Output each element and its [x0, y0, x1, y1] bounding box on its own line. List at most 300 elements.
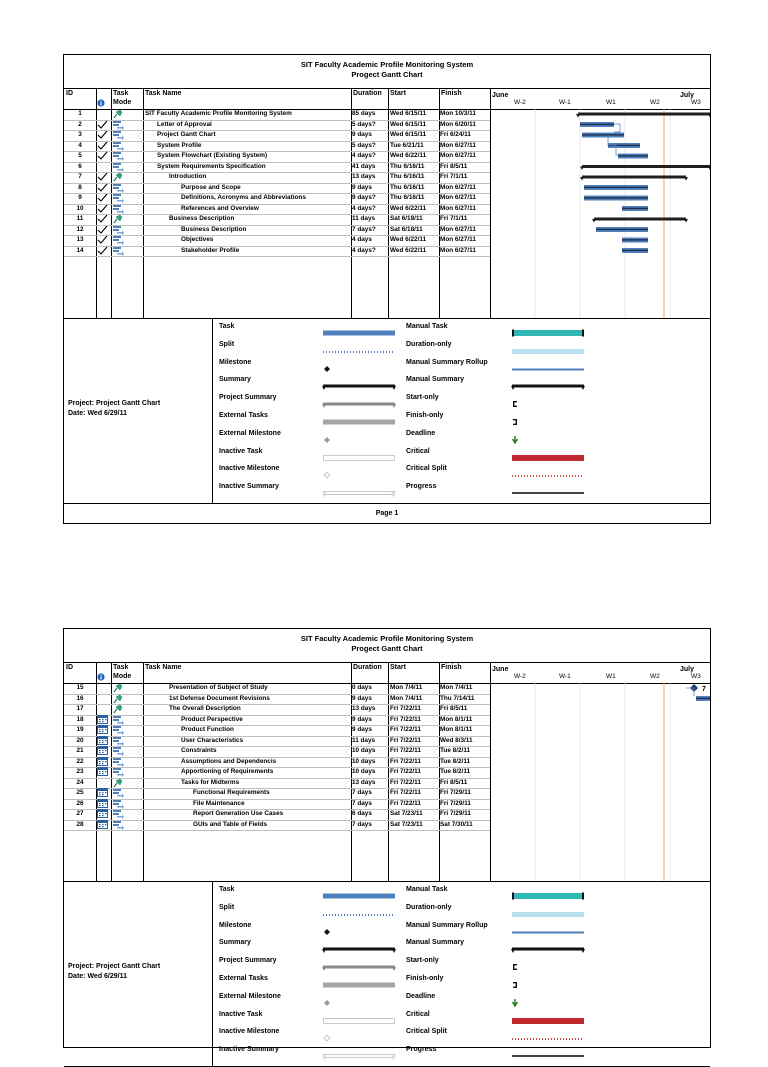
task-start: Fri 7/22/11 — [390, 736, 421, 744]
task-name: 1st Defense Document Revisions — [169, 694, 270, 702]
week-label: W-2 — [514, 673, 526, 680]
summary-end-marker — [592, 219, 596, 223]
report-title — [64, 629, 710, 663]
auto-scheduled-icon — [112, 183, 126, 193]
legend-label: Split — [219, 903, 235, 911]
legend-symbol-criticalsplit — [511, 466, 585, 484]
summary-end-marker — [684, 219, 688, 223]
legend-symbol-inactivesummary — [322, 484, 396, 502]
task-finish: Fri 8/5/11 — [440, 705, 468, 712]
auto-scheduled-icon — [112, 162, 126, 172]
progress-bar — [584, 197, 648, 198]
task-id: 1 — [78, 110, 82, 117]
task-start: Mon 7/4/11 — [390, 684, 423, 691]
legend-label: Project Summary — [219, 394, 277, 402]
col-duration: Duration — [353, 664, 382, 671]
task-name: System Flowchart (Existing System) — [157, 152, 268, 159]
legend-label: Milestone — [219, 921, 252, 929]
legend-symbol-critical — [511, 449, 585, 467]
task-duration: 11 days — [352, 215, 376, 222]
indicator-empty — [97, 704, 109, 714]
task-name: Definitions, Acronyms and Abbreviations — [181, 194, 306, 201]
task-duration: 9 days — [352, 726, 372, 733]
auto-scheduled-icon — [112, 225, 126, 235]
legend-label: Duration-only — [406, 340, 452, 348]
task-name: Objectives — [181, 236, 214, 243]
auto-scheduled-icon — [112, 246, 126, 256]
legend-label: Critical — [406, 1010, 430, 1018]
legend-symbol-manualsummary — [511, 377, 585, 395]
task-start: Tue 6/21/11 — [390, 141, 424, 149]
report-title — [64, 55, 710, 89]
auto-scheduled-icon — [112, 151, 126, 161]
week-label: W2 — [650, 99, 660, 106]
legend-symbol-manualtask — [511, 324, 585, 342]
task-duration: 9 days? — [352, 194, 376, 201]
legend-symbol-task — [322, 887, 396, 905]
auto-scheduled-icon — [112, 757, 126, 767]
task-start: Wed 6/22/11 — [390, 204, 427, 212]
gantt-chart-area — [490, 683, 710, 881]
legend-symbol-milestone — [322, 923, 396, 941]
task-name: Report Generation Use Cases — [193, 810, 284, 817]
task-finish: Mon 6/27/11 — [440, 194, 476, 201]
manually-scheduled-pin-icon — [112, 778, 126, 788]
task-name: GUIs and Table of Fields — [193, 820, 268, 828]
legend-label: External Milestone — [219, 429, 281, 437]
task-finish: Sat 7/30/11 — [440, 820, 473, 828]
task-name: Stakeholder Profile — [181, 246, 240, 254]
task-finish: Fri 7/1/11 — [440, 215, 468, 222]
task-start: Fri 7/22/11 — [390, 747, 421, 754]
task-duration: 41 days — [352, 162, 376, 170]
task-id: 17 — [76, 705, 84, 712]
task-id: 20 — [76, 736, 84, 744]
task-finish: Fri 7/1/11 — [440, 173, 468, 180]
task-start: Fri 7/22/11 — [390, 768, 421, 775]
summary-end-marker — [580, 177, 584, 181]
task-duration: 10 days — [352, 757, 376, 765]
col-task-mode-2: Mode — [113, 99, 132, 106]
summary-bar — [582, 165, 710, 168]
task-name: User Characteristics — [181, 736, 244, 744]
calendar-icon — [97, 788, 109, 798]
task-id: 7 — [78, 173, 82, 180]
legend-symbol-finishonly — [511, 976, 585, 994]
task-finish: Fri 8/5/11 — [440, 162, 468, 170]
task-id: 4 — [78, 141, 82, 149]
col-task-name: Task Name — [145, 664, 182, 671]
task-finish: Thu 7/14/11 — [440, 694, 475, 702]
legend — [64, 319, 710, 504]
task-id: 5 — [78, 152, 82, 159]
legend-label: Milestone — [219, 358, 252, 366]
legend-symbol-inactivemilestone — [322, 1029, 396, 1047]
task-start: Sat 6/18/11 — [390, 225, 423, 233]
task-id: 15 — [76, 684, 84, 691]
task-name: Assumptions and Dependencis — [181, 757, 277, 765]
task-finish: Tue 8/2/11 — [440, 768, 471, 775]
task-name: Letter of Approval — [157, 120, 212, 128]
task-duration: 7 days — [352, 799, 372, 807]
indicator-empty — [97, 683, 109, 693]
task-duration: 9 days — [352, 694, 372, 702]
auto-scheduled-icon — [112, 715, 126, 725]
legend-label: Critical — [406, 447, 430, 455]
auto-scheduled-icon — [112, 788, 126, 798]
week-label: W-1 — [559, 99, 571, 106]
indicator-empty — [97, 109, 109, 119]
col-task-mode-1: Task — [113, 664, 129, 671]
auto-scheduled-icon — [112, 204, 126, 214]
task-start: Fri 7/22/11 — [390, 789, 421, 796]
task-id: 8 — [78, 183, 82, 191]
auto-scheduled-icon — [112, 809, 126, 819]
col-start: Start — [390, 664, 406, 671]
task-start: Wed 6/15/11 — [390, 110, 427, 117]
col-duration: Duration — [353, 90, 382, 97]
month-july: July — [680, 92, 695, 99]
calendar-icon — [97, 736, 109, 746]
summary-end-marker — [576, 114, 580, 118]
task-duration: 10 days — [352, 747, 376, 754]
task-start: Thu 6/16/11 — [390, 183, 425, 191]
auto-scheduled-icon — [112, 725, 126, 735]
task-name: Constraints — [181, 747, 217, 754]
task-id: 26 — [76, 799, 84, 807]
legend-symbol-startonly — [511, 395, 585, 413]
gantt-table — [64, 89, 710, 319]
task-id: 14 — [76, 246, 84, 254]
auto-scheduled-icon — [112, 235, 126, 245]
task-duration: 10 days — [352, 768, 376, 775]
complete-check-icon — [97, 204, 109, 214]
task-finish: Fri 8/5/11 — [440, 778, 468, 786]
legend-symbol-milestone — [322, 360, 396, 378]
legend-symbol-finishonly — [511, 413, 585, 431]
legend-label: Inactive Task — [219, 447, 263, 455]
manually-scheduled-pin-icon — [112, 683, 126, 693]
task-finish: Mon 8/1/11 — [440, 726, 473, 733]
task-id: 3 — [78, 131, 82, 138]
task-id: 6 — [78, 162, 82, 170]
legend-label: External Tasks — [219, 412, 268, 419]
task-name: System Profile — [157, 141, 202, 149]
task-name: Business Description — [169, 215, 235, 222]
legend-label: Inactive Milestone — [219, 1028, 280, 1036]
legend-label: Start-only — [406, 394, 439, 402]
report-title-line2: Progect Gantt Chart — [351, 70, 423, 79]
milestone-date-label: 7 — [702, 686, 706, 693]
legend-label: Split — [219, 340, 235, 348]
task-finish: Mon 6/27/11 — [440, 183, 476, 191]
legend-project-info — [68, 962, 160, 982]
task-finish: Mon 6/20/11 — [440, 120, 476, 128]
complete-check-icon — [97, 193, 109, 203]
legend-label: Manual Task — [406, 323, 448, 330]
legend-symbol-task — [322, 324, 396, 342]
col-id: ID — [66, 90, 73, 97]
task-name: SIT Faculty Academic Profile Monitoring System — [145, 110, 292, 117]
task-start: Wed 6/15/11 — [390, 120, 427, 128]
task-id: 18 — [76, 715, 84, 723]
complete-check-icon — [97, 141, 109, 151]
task-name: The Overall Description — [169, 705, 241, 712]
task-id: 11 — [76, 215, 84, 222]
task-name: Product Function — [181, 726, 234, 733]
manually-scheduled-pin-icon — [112, 109, 126, 119]
week-label: W-1 — [559, 673, 571, 680]
legend-symbol-inactivetask — [322, 1012, 396, 1030]
task-duration: 11 days — [352, 736, 376, 744]
task-start: Wed 6/22/11 — [390, 236, 427, 243]
legend-symbol-duration — [511, 905, 585, 923]
complete-check-icon — [97, 235, 109, 245]
task-finish: Tue 8/2/11 — [440, 747, 471, 754]
task-row[interactable] — [64, 820, 490, 832]
week-label: W-2 — [514, 99, 526, 106]
progress-bar — [584, 187, 648, 188]
task-finish: Fri 7/29/11 — [440, 810, 471, 817]
task-name: Functional Requirements — [193, 789, 270, 796]
legend-symbol-inactivesummary — [322, 1047, 396, 1065]
task-name: Apportioning of Requirements — [181, 768, 274, 775]
legend — [64, 882, 710, 1067]
task-id: 28 — [76, 820, 84, 828]
task-finish: Fri 6/24/11 — [440, 131, 471, 138]
task-finish: Mon 6/27/11 — [440, 246, 476, 254]
legend-label: Deadline — [406, 429, 436, 437]
col-finish: Finish — [441, 90, 462, 97]
task-id: 19 — [76, 726, 84, 733]
calendar-icon — [97, 767, 109, 777]
task-start: Mon 7/4/11 — [390, 694, 423, 702]
complete-check-icon — [97, 246, 109, 256]
task-row[interactable] — [64, 246, 490, 258]
task-duration: 5 days? — [352, 120, 376, 128]
task-start: Thu 6/16/11 — [390, 162, 425, 170]
legend-label: External Milestone — [219, 992, 281, 1000]
legend-symbol-manualtask — [511, 887, 585, 905]
task-start: Sat 7/23/11 — [390, 820, 423, 828]
task-start: Sat 7/23/11 — [390, 810, 423, 817]
task-duration: 9 days — [352, 183, 372, 191]
legend-symbol-summary — [322, 377, 396, 395]
legend-symbol-criticalsplit — [511, 1029, 585, 1047]
legend-label: Inactive Summary — [219, 1046, 279, 1054]
auto-scheduled-icon — [112, 120, 126, 130]
task-id: 9 — [78, 194, 82, 201]
task-duration: 4 days? — [352, 152, 376, 159]
legend-symbol-rollup — [511, 923, 585, 941]
task-id: 23 — [76, 768, 84, 775]
legend-project: Project: Project Gantt Chart — [68, 400, 161, 407]
task-finish: Tue 8/2/11 — [440, 757, 471, 765]
week-label: W2 — [650, 673, 660, 680]
task-start: Wed 6/15/11 — [390, 131, 427, 138]
page-footer: Page 1 — [375, 510, 399, 517]
task-name: Business Description — [181, 225, 247, 233]
col-task-mode-1: Task — [113, 90, 129, 97]
task-id: 25 — [76, 789, 84, 796]
task-name: System Requirements Specification — [157, 162, 266, 170]
summary-end-marker — [684, 177, 688, 181]
legend-symbol-progress — [511, 1047, 585, 1065]
manually-scheduled-pin-icon — [112, 172, 126, 182]
legend-label: Progress — [406, 1046, 437, 1054]
task-id: 13 — [76, 236, 84, 243]
legend-label: Project Summary — [219, 957, 277, 965]
progress-bar — [580, 124, 614, 125]
gantt-page-1 — [63, 54, 711, 524]
summary-end-marker — [580, 167, 584, 171]
manually-scheduled-pin-icon — [112, 694, 126, 704]
calendar-icon — [97, 725, 109, 735]
summary-bar — [594, 218, 686, 221]
task-start: Thu 6/16/11 — [390, 173, 425, 180]
task-id: 10 — [76, 204, 84, 212]
auto-scheduled-icon — [112, 767, 126, 777]
legend-symbol-duration — [511, 342, 585, 360]
legend-label: Manual Summary — [406, 376, 464, 384]
manually-scheduled-pin-icon — [112, 214, 126, 224]
progress-bar — [582, 134, 624, 135]
week-label: W3 — [691, 673, 701, 680]
task-duration: 9 days — [352, 131, 372, 138]
legend-label: Critical Split — [406, 465, 447, 473]
legend-label: Task — [219, 323, 235, 330]
task-name: References and Overview — [181, 204, 259, 212]
month-june: June — [492, 92, 509, 99]
complete-check-icon — [97, 172, 109, 182]
complete-check-icon — [97, 225, 109, 235]
col-finish: Finish — [441, 664, 462, 671]
gantt-bars-svg — [490, 109, 710, 318]
complete-check-icon — [97, 183, 109, 193]
task-start: Wed 6/22/11 — [390, 246, 427, 254]
report-title-line1: SIT Faculty Academic Profile Monitoring System — [300, 634, 474, 643]
legend-symbol-startonly — [511, 958, 585, 976]
task-duration: 85 days — [352, 110, 376, 117]
task-start: Fri 7/22/11 — [390, 778, 421, 786]
auto-scheduled-icon — [112, 141, 126, 151]
legend-symbol-summary — [322, 940, 396, 958]
legend-label: Critical Split — [406, 1028, 447, 1036]
legend-label: Manual Summary Rollup — [406, 921, 488, 929]
col-start: Start — [390, 90, 406, 97]
legend-label: Inactive Task — [219, 1010, 263, 1018]
legend-label: Manual Summary Rollup — [406, 358, 488, 366]
gantt-table — [64, 663, 710, 882]
task-duration: 13 days — [352, 173, 376, 180]
task-start: Fri 7/22/11 — [390, 726, 421, 733]
progress-bar — [622, 250, 648, 251]
col-task-name: Task Name — [145, 90, 182, 97]
task-id: 21 — [76, 747, 84, 754]
legend-label: Inactive Milestone — [219, 465, 280, 473]
legend-symbol-split — [322, 342, 396, 360]
task-duration: 7 days? — [352, 225, 376, 233]
auto-scheduled-icon — [112, 193, 126, 203]
legend-label: Task — [219, 886, 235, 893]
task-name: File Maintenance — [193, 799, 245, 807]
legend-symbol-deadline — [511, 431, 585, 449]
task-id: 16 — [76, 694, 84, 702]
month-june: June — [492, 666, 509, 673]
legend-label: Inactive Summary — [219, 483, 279, 491]
task-id: 27 — [76, 810, 84, 817]
progress-bar — [596, 229, 648, 230]
task-start: Fri 7/22/11 — [390, 715, 421, 723]
month-july: July — [680, 666, 695, 673]
week-label: W1 — [606, 673, 616, 680]
task-duration: 7 days — [352, 820, 372, 828]
report-title-line2: Progect Gantt Chart — [351, 644, 423, 653]
gantt-header — [64, 89, 710, 110]
complete-check-icon — [97, 120, 109, 130]
indicator-empty — [97, 162, 109, 172]
legend-label: Summary — [219, 376, 251, 384]
manually-scheduled-pin-icon — [112, 704, 126, 714]
task-start: Fri 7/22/11 — [390, 705, 421, 712]
legend-symbol-external — [322, 413, 396, 431]
legend-symbol-inactivetask — [322, 449, 396, 467]
summary-bar — [582, 176, 686, 179]
task-finish: Mon 7/4/11 — [440, 684, 473, 691]
complete-check-icon — [97, 151, 109, 161]
legend-label: Deadline — [406, 992, 436, 1000]
auto-scheduled-icon — [112, 736, 126, 746]
task-start: Thu 6/16/11 — [390, 194, 425, 201]
task-start: Wed 6/22/11 — [390, 152, 427, 159]
calendar-icon — [97, 746, 109, 756]
week-label: W1 — [606, 99, 616, 106]
task-finish: Mon 6/27/11 — [440, 141, 476, 149]
legend-project: Project: Project Gantt Chart — [68, 963, 161, 970]
complete-check-icon — [97, 214, 109, 224]
legend-symbol-extmilestone — [322, 994, 396, 1012]
auto-scheduled-icon — [112, 820, 126, 830]
legend-symbol-split — [322, 905, 396, 923]
task-start: Fri 7/22/11 — [390, 757, 421, 765]
task-start: Sat 6/18/11 — [390, 215, 423, 222]
col-id: ID — [66, 664, 73, 671]
calendar-icon — [97, 715, 109, 725]
task-finish: Fri 7/29/11 — [440, 789, 471, 796]
gantt-chart-area — [490, 109, 710, 318]
task-id: 12 — [76, 225, 84, 233]
legend-date: Date: Wed 6/29/11 — [68, 973, 128, 980]
legend-label: Finish-only — [406, 975, 444, 982]
progress-bar — [622, 239, 648, 240]
task-id: 22 — [76, 757, 84, 765]
calendar-icon — [97, 799, 109, 809]
indicator-empty — [97, 694, 109, 704]
task-duration: 4 days — [352, 236, 372, 243]
legend-label: Manual Summary — [406, 939, 464, 947]
report-title-line1: SIT Faculty Academic Profile Monitoring System — [300, 60, 474, 69]
legend-project-info — [68, 399, 160, 419]
task-name: Presentation of Subject of Study — [169, 684, 268, 691]
legend-symbol-rollup — [511, 360, 585, 378]
indicator-empty — [97, 778, 109, 788]
task-name: Introduction — [169, 173, 207, 180]
task-name: Purpose and Scope — [181, 183, 241, 191]
legend-symbol-progress — [511, 484, 585, 502]
summary-bar — [578, 113, 710, 116]
legend-label: Start-only — [406, 957, 439, 965]
calendar-icon — [97, 757, 109, 767]
